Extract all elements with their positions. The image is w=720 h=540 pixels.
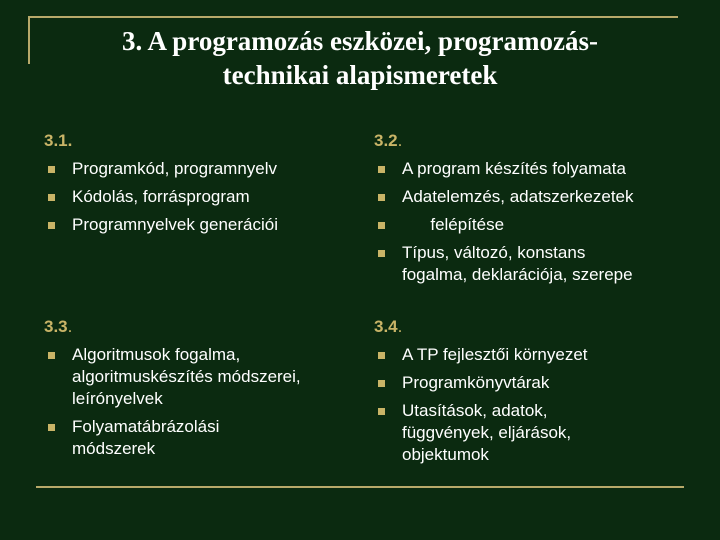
square-bullet-icon xyxy=(378,166,385,173)
title-line-1 xyxy=(40,24,680,58)
square-bullet-icon xyxy=(48,166,55,173)
title-text: A programozás eszközei, programozás- xyxy=(142,26,598,56)
square-bullet-icon xyxy=(378,222,385,229)
list-item: Kódolás, forrásprogram xyxy=(44,186,344,208)
frame-top-line xyxy=(28,16,678,18)
section-3-2 xyxy=(374,130,694,292)
section-3-3 xyxy=(44,316,354,466)
list-item: Adatelemzés, adatszerkezetek xyxy=(374,186,694,208)
square-bullet-icon xyxy=(48,424,55,431)
list-item: Típus, változó, konstans fogalma, deklarációja, szerepe xyxy=(374,242,694,286)
frame-bottom-line xyxy=(36,486,684,488)
section-heading: 3.3. xyxy=(44,317,73,336)
square-bullet-icon xyxy=(378,380,385,387)
list-item: A TP fejlesztői környezet xyxy=(374,344,694,366)
title-number: 3. xyxy=(122,26,143,56)
bullet-list xyxy=(374,158,694,286)
bullet-list xyxy=(44,344,354,460)
list-item: Programkód, programnyelv xyxy=(44,158,344,180)
slide-title xyxy=(40,24,680,92)
list-item: Utasítások, adatok, függvények, eljárások, objektumok xyxy=(374,400,694,466)
square-bullet-icon xyxy=(378,250,385,257)
list-item: felépítése xyxy=(374,214,694,236)
bullet-list xyxy=(374,344,694,466)
square-bullet-icon xyxy=(378,352,385,359)
square-bullet-icon xyxy=(378,194,385,201)
list-item: Folyamatábrázolási módszerek xyxy=(44,416,354,460)
square-bullet-icon xyxy=(48,194,55,201)
list-item: A program készítés folyamata xyxy=(374,158,694,180)
section-heading: 3.1. xyxy=(44,131,73,150)
square-bullet-icon xyxy=(48,222,55,229)
title-line-2: technikai alapismeretek xyxy=(222,60,498,90)
list-item: Algoritmusok fogalma, algoritmuskészítés módszerei, leírónyelvek xyxy=(44,344,354,410)
section-heading: 3.2. xyxy=(374,131,403,150)
section-3-1 xyxy=(44,130,344,242)
list-item: Programnyelvek generációi xyxy=(44,214,344,236)
section-3-4 xyxy=(374,316,694,472)
bullet-list xyxy=(44,158,344,236)
frame-vertical-line xyxy=(28,16,30,64)
square-bullet-icon xyxy=(378,408,385,415)
square-bullet-icon xyxy=(48,352,55,359)
list-item: Programkönyvtárak xyxy=(374,372,694,394)
section-heading: 3.4. xyxy=(374,317,403,336)
